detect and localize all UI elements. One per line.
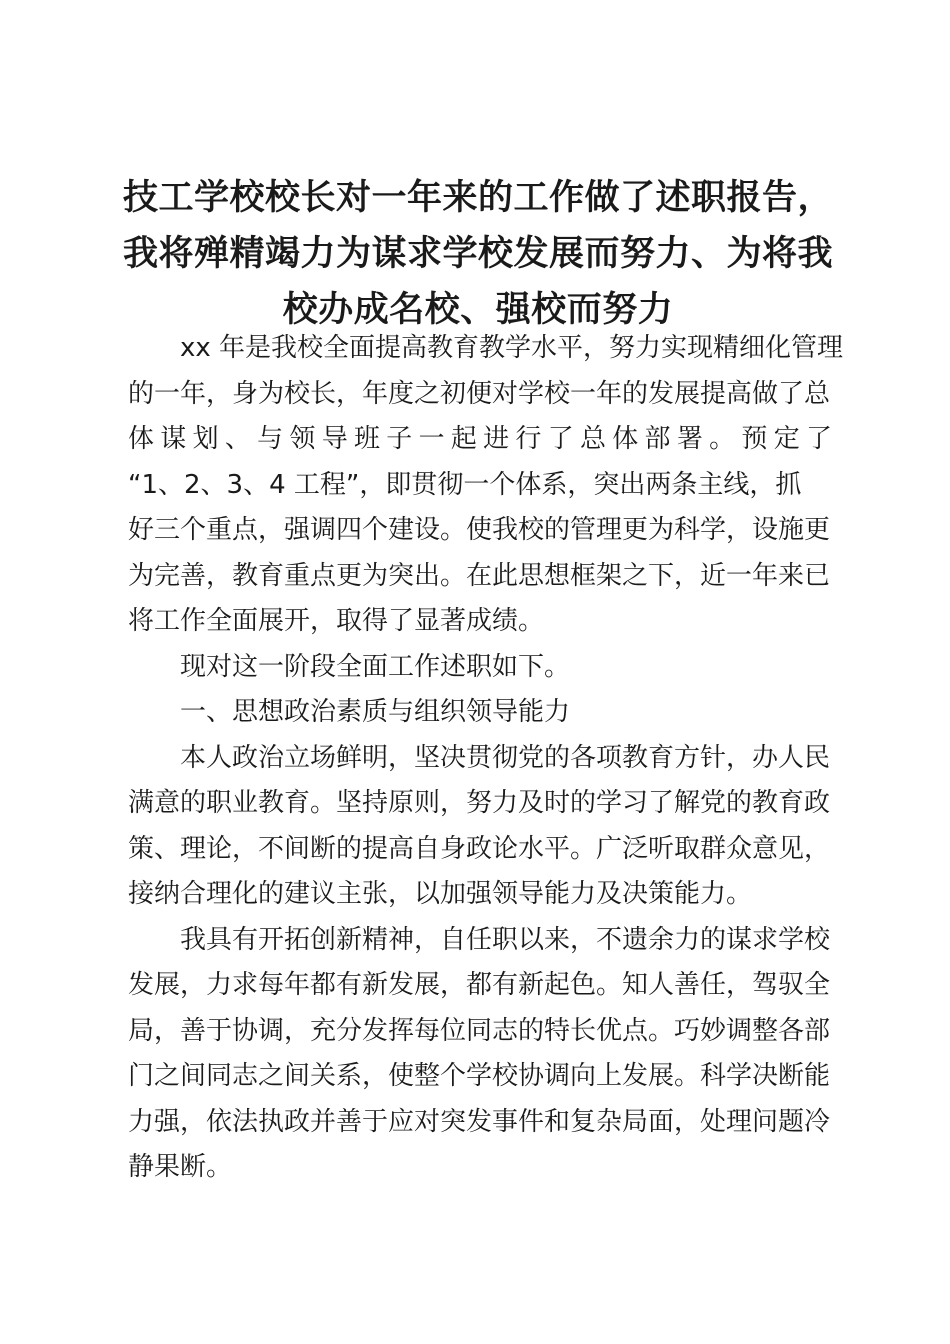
title-line: 校办成名校、强校而努力: [282, 290, 674, 330]
paragraph-line: 体谋划、与领导班子一起进行了总体部署。预定了: [128, 424, 832, 454]
document-body: [128, 326, 844, 1191]
title-line: 技工学校校长对一年来的工作做了述职报告，: [122, 178, 833, 218]
paragraph-line: 接纳合理化的建议主张，以加强领导能力及决策能力。: [128, 879, 753, 909]
paragraph-line: 满意的职业教育。坚持原则，努力及时的学习了解党的教育政: [128, 788, 831, 818]
paragraph-line: 为完善，教育重点更为突出。在此思想框架之下，近一年来已: [128, 560, 831, 591]
paragraph-line: xx 年是我校全面提高教育教学水平，努力实现精细化管理: [180, 333, 844, 363]
document-title: [118, 170, 838, 338]
paragraph-line: 门之间同志之间关系，使整个学校协调向上发展。科学决断能: [128, 1061, 831, 1091]
paragraph-line: 力强，依法执政并善于应对突发事件和复杂局面，处理问题冷: [128, 1106, 831, 1137]
paragraph-line: 静果断。: [128, 1152, 233, 1182]
paragraph-line: “1、2、3、4 工程”，即贯彻一个体系，突出两条主线，抓: [128, 469, 802, 500]
paragraph-line: 局，善于协调，充分发挥每位同志的特长优点。巧妙调整各部: [128, 1015, 831, 1046]
paragraph-line: 本人政治立场鲜明，坚决贯彻党的各项教育方针，办人民: [180, 742, 831, 773]
paragraph-line: 现对这一阶段全面工作述职如下。: [180, 651, 571, 682]
paragraph-line: 好三个重点，强调四个建设。使我校的管理更为科学，设施更: [128, 515, 831, 545]
paragraph-line: 将工作全面展开，取得了显著成绩。: [128, 606, 545, 636]
paragraph-line: 发展，力求每年都有新发展，都有新起色。知人善任，驾驭全: [128, 970, 831, 1000]
title-line: 我将殚精竭力为谋求学校发展而努力、为将我: [122, 234, 833, 274]
paragraph-line: 的一年，身为校长，年度之初便对学校一年的发展提高做了总: [128, 378, 831, 409]
paragraph-line: 策、理论，不间断的提高自身政论水平。广泛听取群众意见，: [128, 833, 831, 864]
section-heading: 一、思想政治素质与组织领导能力: [180, 697, 571, 727]
paragraph-line: 我具有开拓创新精神，自任职以来，不遗余力的谋求学校: [180, 924, 831, 955]
